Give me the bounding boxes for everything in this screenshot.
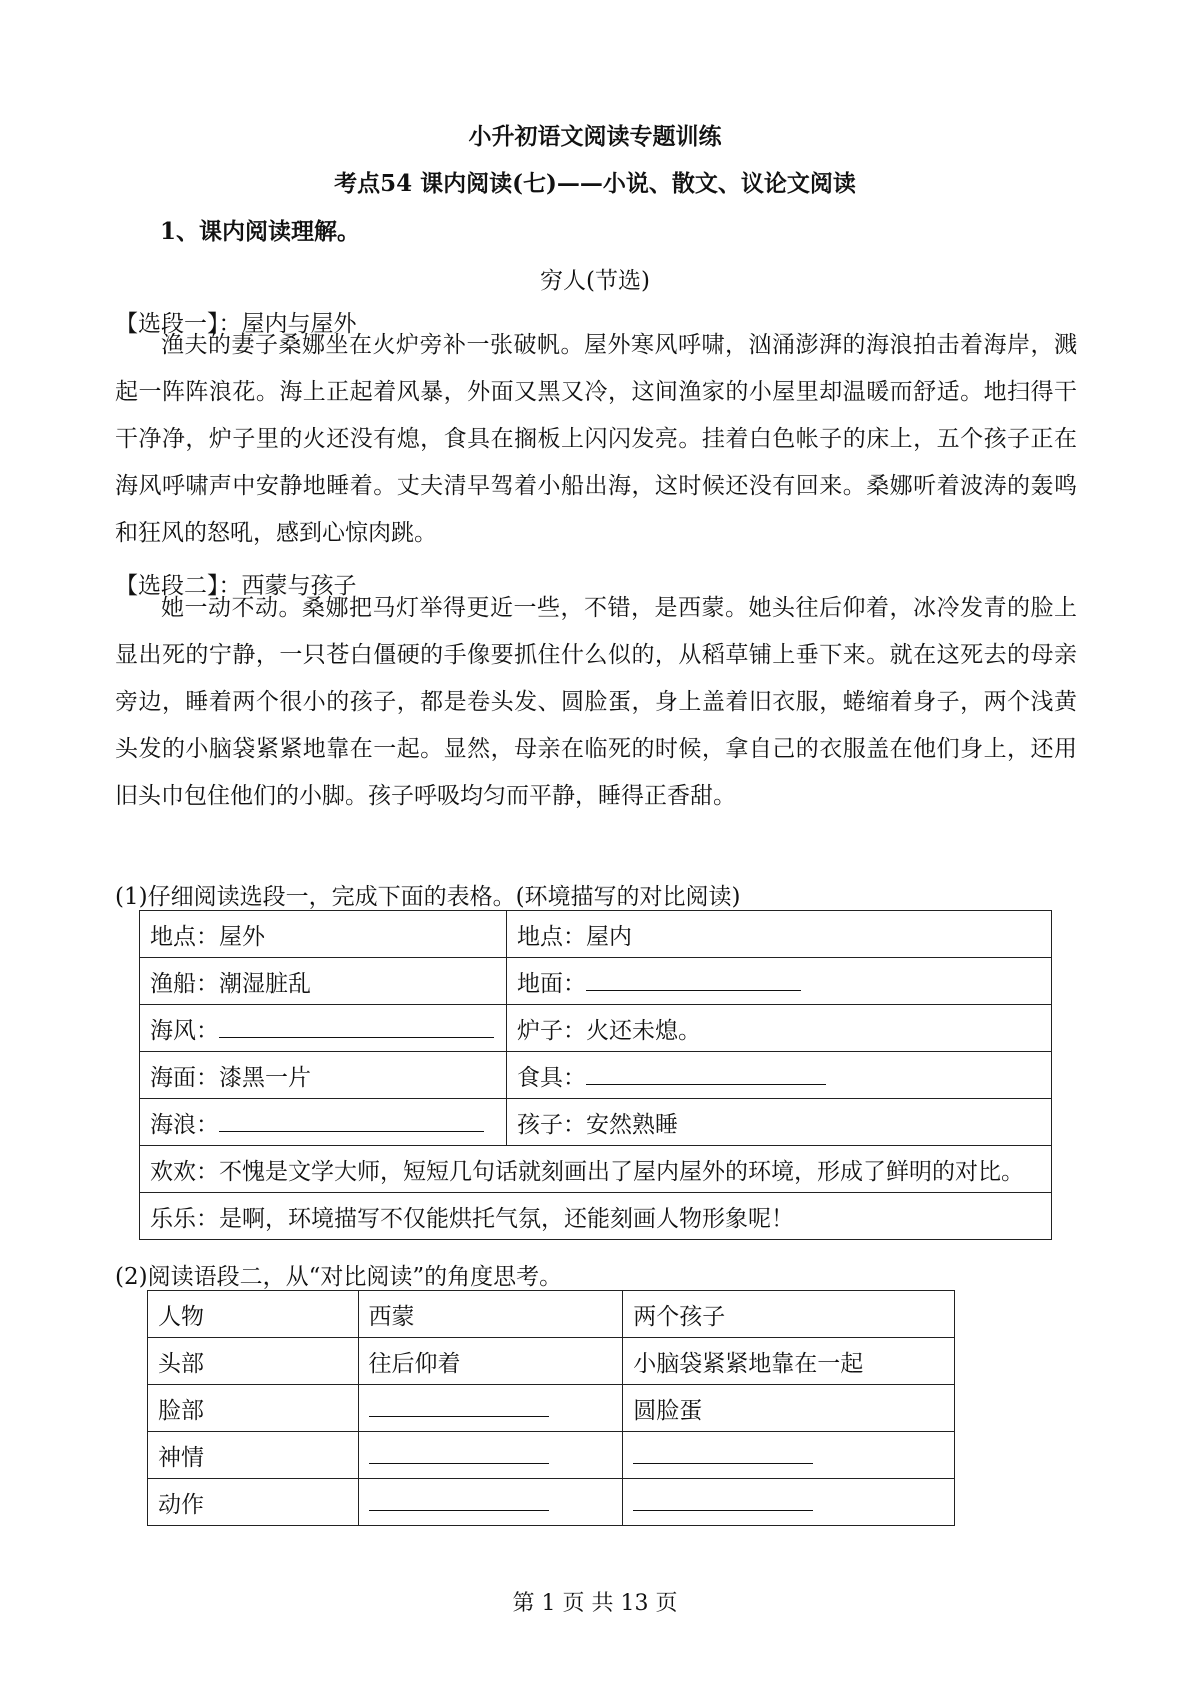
table-cell: 渔船：潮湿脏乱 [140, 958, 507, 1005]
contrast-table [147, 1290, 955, 1526]
answer-blank-tableware[interactable] [586, 1062, 826, 1085]
table-cell [358, 1385, 623, 1432]
table-cell: 头部 [148, 1338, 359, 1385]
table-cell: 西蒙 [358, 1291, 623, 1338]
q2-prompt: (2)阅读语段二，从“对比阅读”的角度思考。 [115, 1264, 563, 1290]
dialog-cell: 乐乐：是啊，环境描写不仅能烘托气氛，还能刻画人物形象呢！ [140, 1193, 1052, 1240]
table-cell: 炉子：火还未熄。 [506, 1005, 1051, 1052]
answer-blank-simon-face[interactable] [369, 1394, 549, 1417]
table-cell: 孩子：安然熟睡 [506, 1099, 1051, 1146]
table-row [140, 1052, 1052, 1099]
answer-blank-ground[interactable] [586, 968, 801, 991]
dialog-cell: 欢欢：不愧是文学大师，短短几句话就刻画出了屋内屋外的环境，形成了鲜明的对比。 [140, 1146, 1052, 1193]
answer-blank-simon-action[interactable] [369, 1488, 549, 1511]
table-cell [623, 1479, 955, 1526]
section1-text: 渔夫的妻子桑娜坐在火炉旁补一张破帆。屋外寒风呼啸，汹涌澎湃的海浪拍击着海岸，溅起一阵阵浪花。海上正起着风暴，外面又黑又冷，这间渔家的小屋里却温暖而舒适。地扫得干干净净，炉子里的火还没有熄，食具在搁板上闪闪发亮。挂着白色帐子的床上，五个孩子正在海风呼啸声中安静地睡着。丈夫清早驾着小船出海，这时候还没有回来。桑娜听着波涛的轰鸣和狂风的怒吼，感到心惊肉跳。 [115, 332, 1077, 546]
table-row [148, 1479, 955, 1526]
table-cell: 往后仰着 [358, 1338, 623, 1385]
answer-blank-waves[interactable] [219, 1109, 484, 1132]
document-title: 小升初语文阅读专题训练 [468, 123, 722, 150]
question-heading: 1、课内阅读理解。 [160, 218, 361, 245]
table-cell [358, 1479, 623, 1526]
table-cell: 动作 [148, 1479, 359, 1526]
answer-blank-children-action[interactable] [633, 1488, 813, 1511]
answer-blank-simon-expression[interactable] [369, 1441, 549, 1464]
table-row [140, 911, 1052, 958]
table-cell: 海浪： [140, 1099, 507, 1146]
table-row [148, 1432, 955, 1479]
section2-label: 【选段二】：西蒙与孩子 [115, 573, 357, 599]
table-cell: 人物 [148, 1291, 359, 1338]
table-row [140, 958, 1052, 1005]
q1-prompt: (1)仔细阅读选段一，完成下面的表格。(环境描写的对比阅读) [115, 884, 741, 910]
table-cell [358, 1432, 623, 1479]
table-cell [623, 1432, 955, 1479]
table-cell: 海面：漆黑一片 [140, 1052, 507, 1099]
table-row [140, 1146, 1052, 1193]
table-row [148, 1291, 955, 1338]
table-cell: 小脑袋紧紧地靠在一起 [623, 1338, 955, 1385]
table-cell: 地点：屋内 [506, 911, 1051, 958]
table-row [140, 1193, 1052, 1240]
document-subtitle: 考点54 课内阅读(七)——小说、散文、议论文阅读 [334, 170, 856, 197]
answer-blank-children-expression[interactable] [633, 1441, 813, 1464]
environment-table [139, 910, 1052, 1240]
table-row [140, 1005, 1052, 1052]
table-cell: 地面： [506, 958, 1051, 1005]
answer-blank-sea-wind[interactable] [219, 1015, 494, 1038]
table-cell: 食具： [506, 1052, 1051, 1099]
table-cell: 脸部 [148, 1385, 359, 1432]
page-number: 第 1 页 共 13 页 [512, 1591, 678, 1616]
table-cell: 圆脸蛋 [623, 1385, 955, 1432]
section2-text: 她一动不动。桑娜把马灯举得更近一些，不错，是西蒙。她头往后仰着，冰冷发青的脸上显出死的宁静，一只苍白僵硬的手像要抓住什么似的，从稻草铺上垂下来。就在这死去的母亲旁边，睡着两个很小的孩子，都是卷头发、圆脸蛋，身上盖着旧衣服，蜷缩着身子，两个浅黄头发的小脑袋紧紧地靠在一起。显然，母亲在临死的时候，拿自己的衣服盖在他们身上，还用旧头巾包住他们的小脚。孩子呼吸均匀而平静，睡得正香甜。 [115, 595, 1077, 809]
section1-label: 【选段一】：屋内与屋外 [115, 311, 357, 337]
table-cell: 两个孩子 [623, 1291, 955, 1338]
table-row [140, 1099, 1052, 1146]
table-row [148, 1338, 955, 1385]
table-row [148, 1385, 955, 1432]
passage-title: 穷人(节选) [540, 268, 650, 294]
table-cell: 海风： [140, 1005, 507, 1052]
table-cell: 神情 [148, 1432, 359, 1479]
table-cell: 地点：屋外 [140, 911, 507, 958]
